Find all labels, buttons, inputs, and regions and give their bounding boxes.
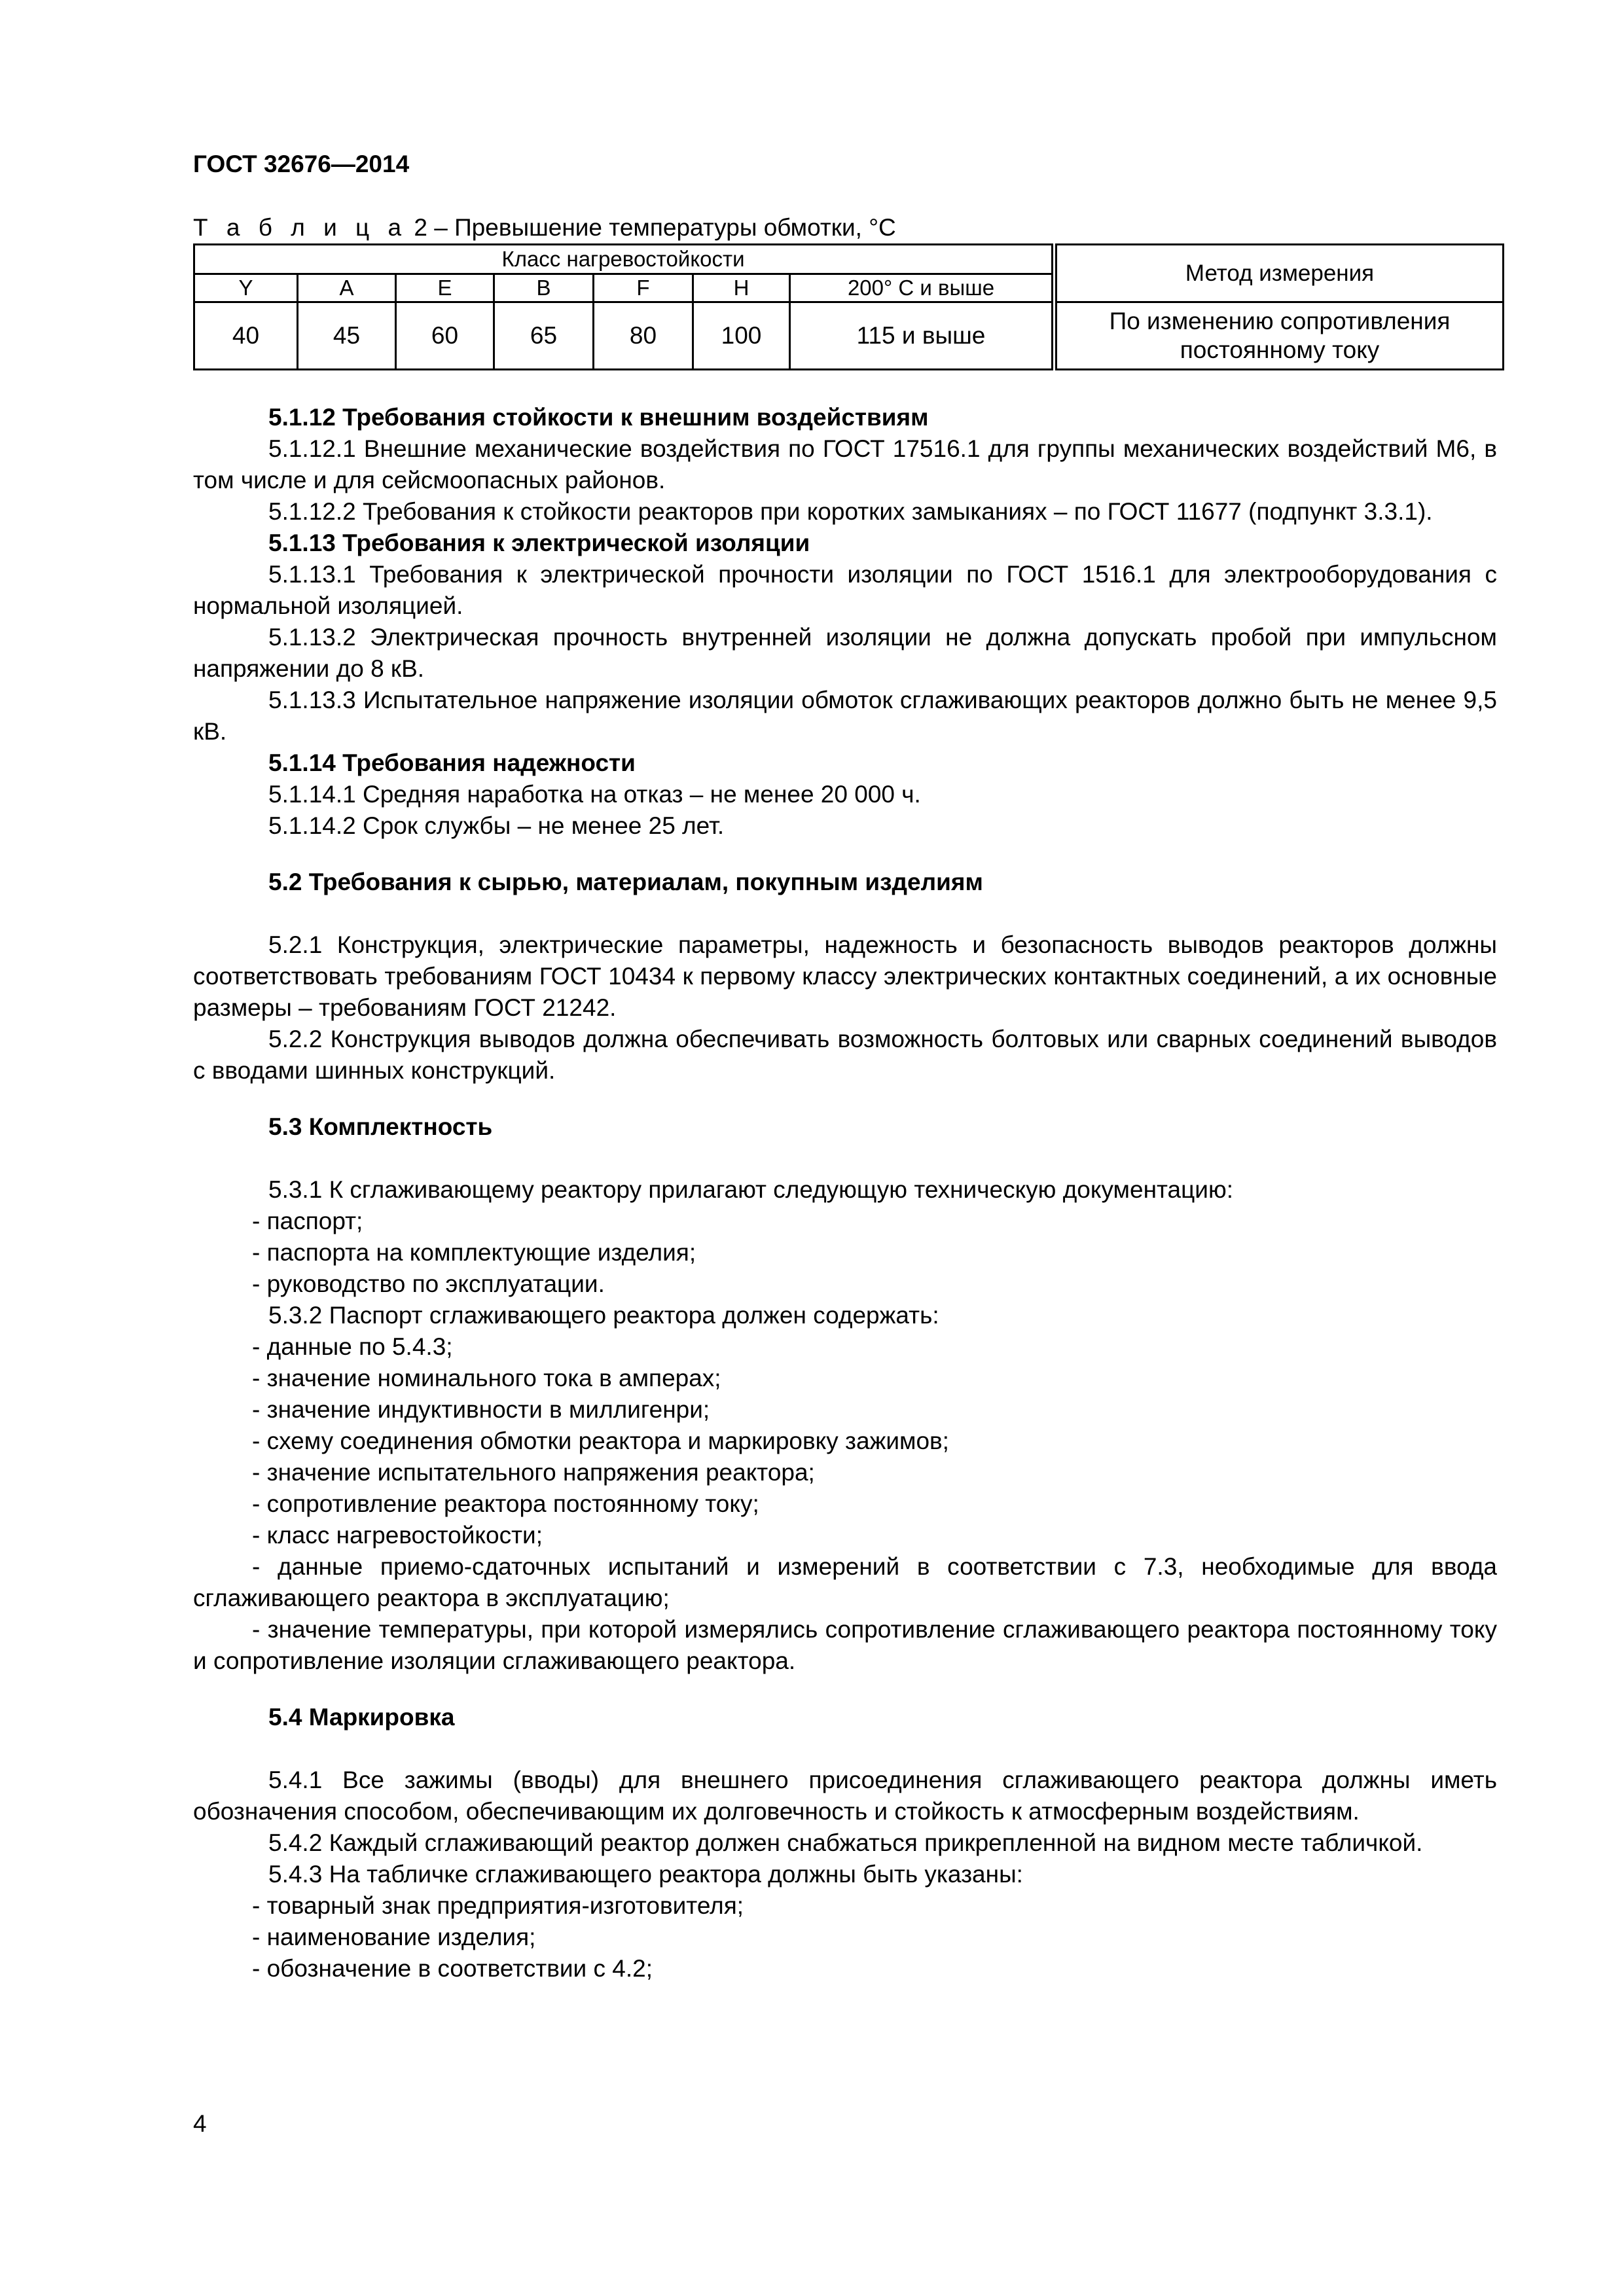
list-item: - данные приемо-сдаточных испытаний и измерений в соответствии с 7.3, необходимые для ввода сглаживающего реактора в эксплуатацию; [193, 1553, 1497, 1611]
table-value-cell: 60 [396, 302, 494, 370]
table-value-cell: 45 [298, 302, 396, 370]
table-value-cell: 115 и выше [790, 302, 1055, 370]
list-item: - товарный знак предприятия-изготовителя; [252, 1892, 744, 1919]
list-item: - обозначение в соответствии с 4.2; [252, 1955, 653, 1982]
document-page [193, 149, 1497, 1984]
table-method-header: Метод измерения [1055, 245, 1504, 302]
list-item: - значение номинального тока в амперах; [252, 1365, 721, 1391]
table-group-header: Класс нагревостойкости [194, 245, 1055, 274]
paragraph: 5.4.3 На табличке сглаживающего реактора должны быть указаны: [268, 1861, 1023, 1888]
table-value-cell: 80 [594, 302, 693, 370]
list-item: - наименование изделия; [252, 1924, 536, 1950]
section-heading: 5.3 Комплектность [268, 1113, 493, 1140]
paragraph: 5.1.14.1 Средняя наработка на отказ – не менее 20 000 ч. [268, 781, 921, 808]
temperature-rise-table [193, 243, 1504, 370]
table-class-header: F [594, 274, 693, 302]
paragraph: 5.3.1 К сглаживающему реактору прилагают следующую техническую документацию: [268, 1176, 1234, 1203]
table-class-header: A [298, 274, 396, 302]
list-item: - паспорт; [252, 1208, 363, 1234]
list-item: - значение индуктивности в миллигенри; [252, 1396, 710, 1423]
section-heading: 5.1.14 Требования надежности [268, 749, 636, 776]
paragraph: 5.1.12.1 Внешние механические воздействия по ГОСТ 17516.1 для группы механических воздействий М6, в том числе и для сейсмоопасных районов. [193, 435, 1497, 493]
section-heading: 5.1.13 Требования к электрической изоляции [268, 529, 810, 556]
list-item: - руководство по эксплуатации. [252, 1270, 605, 1297]
paragraph: 5.1.12.2 Требования к стойкости реакторов при коротких замыканиях – по ГОСТ 11677 (подпункт 3.3.1). [268, 498, 1433, 525]
table-caption-text: 2 – Превышение температуры обмотки, °С [407, 214, 896, 241]
page-number: 4 [193, 2110, 207, 2137]
paragraph: 5.1.13.2 Электрическая прочность внутренней изоляции не должна допускать пробой при импульсном напряжении до 8 кВ. [193, 624, 1497, 682]
table-class-header: Y [194, 274, 298, 302]
list-item: - паспорта на комплектующие изделия; [252, 1239, 696, 1266]
document-body [193, 402, 1497, 1984]
table-caption-prefix: Т а б л и ц а [193, 214, 408, 241]
table-class-header: E [396, 274, 494, 302]
paragraph: 5.1.13.1 Требования к электрической прочности изоляции по ГОСТ 1516.1 для электрооборудования с нормальной изоляцией. [193, 561, 1497, 619]
list-item: - класс нагревостойкости; [252, 1522, 543, 1549]
list-item: - значение испытательного напряжения реактора; [252, 1459, 815, 1486]
table-method-value: По изменению сопротивления постоянному току [1055, 302, 1504, 370]
section-heading: 5.1.12 Требования стойкости к внешним воздействиям [268, 404, 929, 431]
table-class-header: 200° С и выше [790, 274, 1055, 302]
list-item: - значение температуры, при которой измерялись сопротивление сглаживающего реактора постоянному току и сопротивление изоляции сглаживающего реактора. [193, 1616, 1497, 1674]
list-item: - схему соединения обмотки реактора и маркировку зажимов; [252, 1427, 949, 1454]
section-heading: 5.4 Маркировка [268, 1704, 455, 1731]
paragraph: 5.2.1 Конструкция, электрические параметры, надежность и безопасность выводов реакторов должны соответствовать требованиям ГОСТ 10434 к первому классу электрических контактных соединений, а их основные размеры – требованиям ГОСТ 21242. [193, 931, 1497, 1021]
section-heading: 5.2 Требования к сырью, материалам, покупным изделиям [268, 869, 983, 895]
paragraph: 5.1.13.3 Испытательное напряжение изоляции обмоток сглаживающих реакторов должно быть не менее 9,5 кВ. [193, 687, 1497, 745]
list-item: - сопротивление реактора постоянному току; [252, 1490, 759, 1517]
paragraph: 5.4.1 Все зажимы (вводы) для внешнего присоединения сглаживающего реактора должны иметь обозначения способом, обеспечивающим их долговечность и стойкость к атмосферным воздействиям. [193, 1767, 1497, 1825]
table-class-header: B [494, 274, 594, 302]
standard-header: ГОСТ 32676—2014 [193, 151, 410, 177]
paragraph: 5.4.2 Каждый сглаживающий реактор должен снабжаться прикрепленной на видном месте табличкой. [268, 1829, 1423, 1856]
table-value-cell: 40 [194, 302, 298, 370]
table-class-header: H [693, 274, 790, 302]
table-value-cell: 65 [494, 302, 594, 370]
paragraph: 5.2.2 Конструкция выводов должна обеспечивать возможность болтовых или сварных соединений выводов с вводами шинных конструкций. [193, 1026, 1497, 1084]
table-caption [193, 213, 1497, 242]
paragraph: 5.1.14.2 Срок службы – не менее 25 лет. [268, 812, 725, 839]
list-item: - данные по 5.4.3; [252, 1333, 453, 1360]
table-value-cell: 100 [693, 302, 790, 370]
paragraph: 5.3.2 Паспорт сглаживающего реактора должен содержать: [268, 1302, 939, 1329]
